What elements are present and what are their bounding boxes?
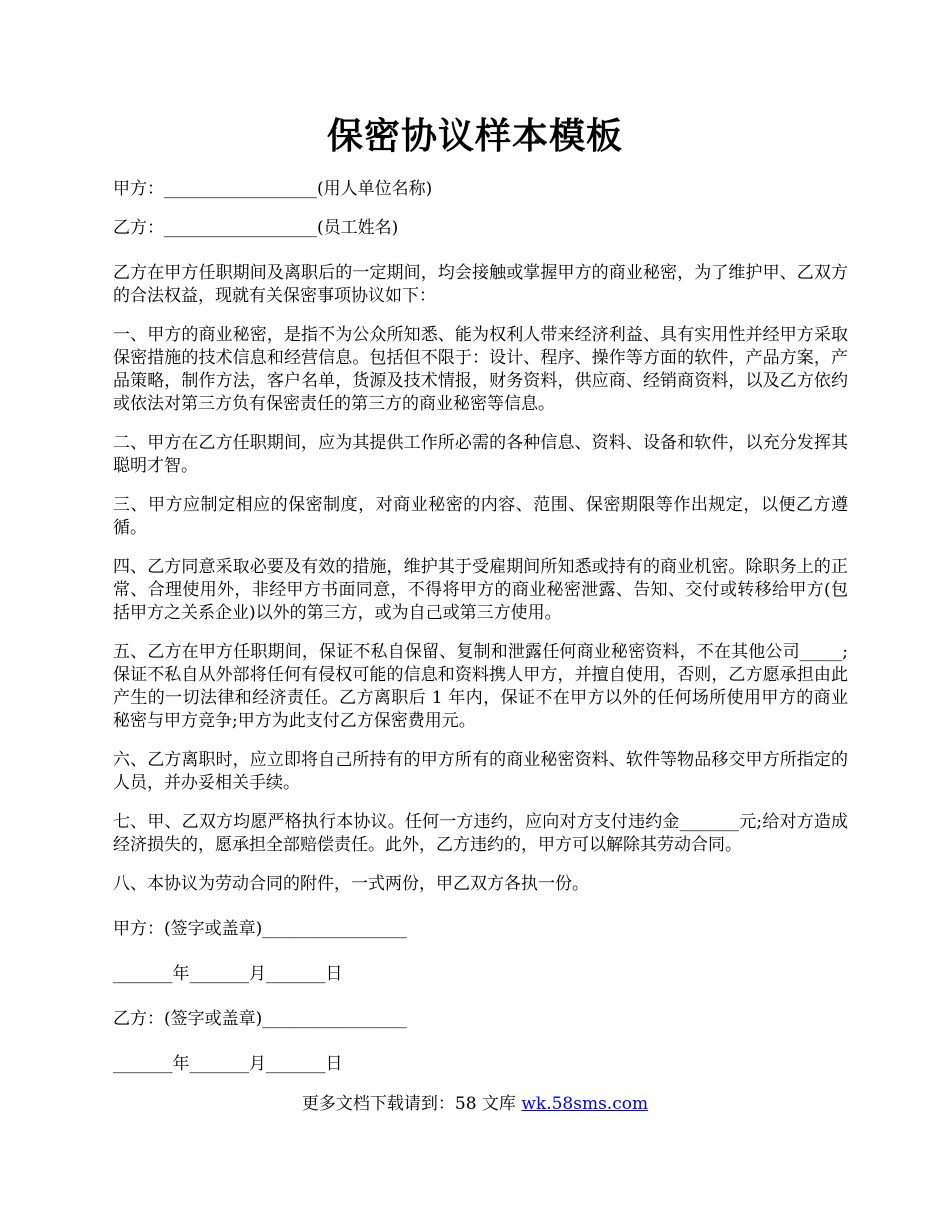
party-b-line: 乙方：__________________(员工姓名)	[113, 218, 399, 238]
signature-line-b: 乙方：(签字或盖章)_________________	[113, 1009, 407, 1029]
footer-link[interactable]: wk.58sms.com	[521, 1094, 649, 1114]
clause-6: 六、乙方离职时，应立即将自己所持有的甲方所有的商业秘密资料、软件等物品移交甲方所指定的人员，并办妥相关手续。	[113, 750, 848, 793]
footer	[0, 1092, 950, 1116]
footer-text: 更多文档下载请到：58 文库	[301, 1094, 522, 1114]
clause-5: 五、乙方在甲方任职期间，保证不私自保留、复制和泄露任何商业秘密资料，不在其他公司_____;保证不私自从外部将任何有侵权可能的信息和资料携人甲方，并擅自使用，否则，乙方愿承担由此产生的一切法律和经济责任。乙方离职后 1 年内，保证不在甲方以外的任何场所使用甲方的商业秘密与甲方竞争;甲方为此支付乙方保密费用元。	[113, 642, 848, 731]
clause-3: 三、甲方应制定相应的保密制度，对商业秘密的内容、范围、保密期限等作出规定，以便乙方遵循。	[113, 495, 848, 538]
clause-1: 一、甲方的商业秘密，是指不为公众所知悉、能为权利人带来经济利益、具有实用性并经甲方采取保密措施的技术信息和经营信息。包括但不限于：设计、程序、操作等方面的软件，产品方案，产品策略，制作方法，客户名单，货源及技术情报，财务资料，供应商、经销商资料，以及乙方依约或依法对第三方负有保密责任的第三方的商业秘密等信息。	[113, 325, 848, 414]
party-a-line: 甲方：__________________(用人单位名称)	[113, 179, 433, 199]
intro-paragraph: 乙方在甲方任职期间及离职后的一定期间，均会接触或掌握甲方的商业秘密，为了维护甲、乙双方的合法权益，现就有关保密事项协议如下：	[113, 263, 848, 306]
document-title: 保密协议样本模板	[326, 115, 623, 157]
clause-2: 二、甲方在乙方任职期间，应为其提供工作所必需的各种信息、资料、设备和软件，以充分发挥其聪明才智。	[113, 433, 848, 476]
date-line-b: _______年_______月_______日	[113, 1054, 343, 1074]
clause-8: 八、本协议为劳动合同的附件，一式两份，甲乙双方各执一份。	[113, 874, 589, 894]
document-body	[113, 178, 848, 1092]
date-line-a: _______年_______月_______日	[113, 964, 343, 984]
clause-4: 四、乙方同意采取必要及有效的措施，维护其于受雇期间所知悉或持有的商业机密。除职务上的正常、合理使用外，非经甲方书面同意，不得将甲方的商业秘密泄露、告知、交付或转移给甲方(包括甲方之关系企业)以外的第三方，或为自己或第三方使用。	[113, 557, 848, 623]
signature-line-a: 甲方：(签字或盖章)_________________	[113, 919, 407, 939]
clause-7: 七、甲、乙双方均愿严格执行本协议。任何一方违约，应向对方支付违约金_______元;给对方造成经济损失的，愿承担全部赔偿责任。此外，乙方违约的，甲方可以解除其劳动合同。	[113, 812, 848, 855]
